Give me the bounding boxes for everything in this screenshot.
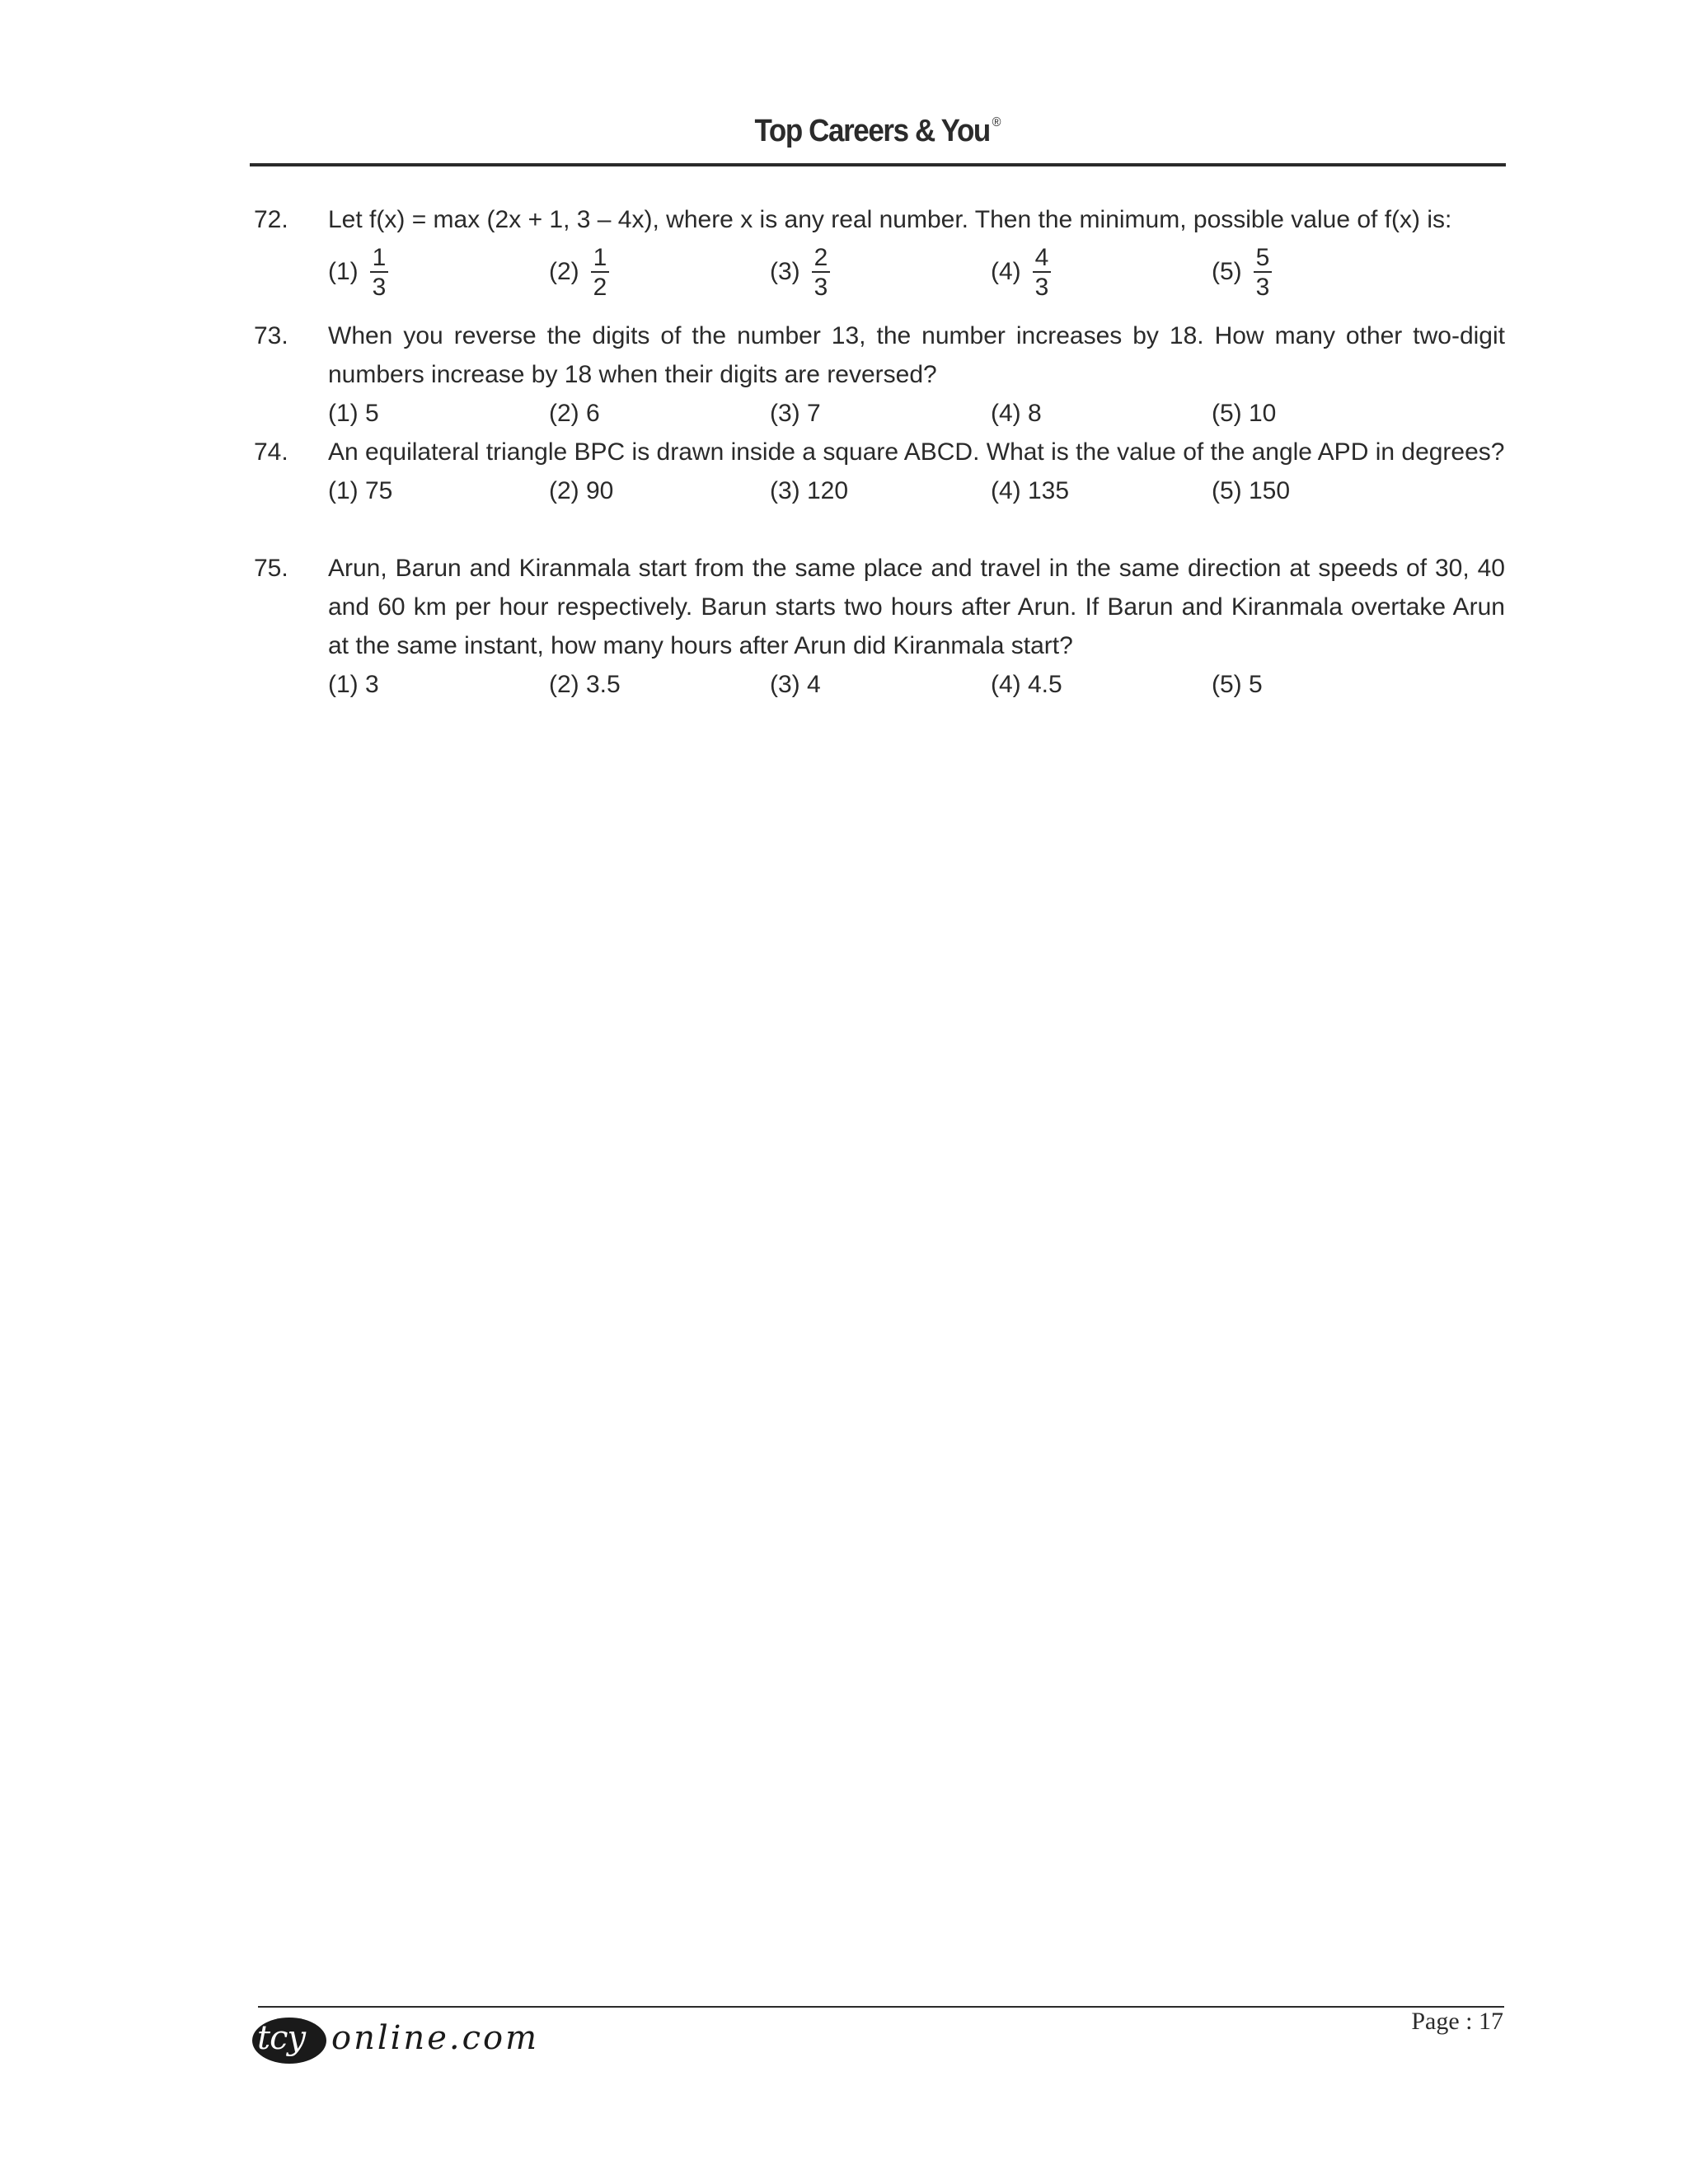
option-3 [770, 239, 830, 305]
option-label: (4) [991, 258, 1021, 285]
option-2: (2) 6 [549, 400, 600, 427]
logo-suffix: online.com [331, 2019, 539, 2057]
option-2: (2) 90 [549, 477, 614, 504]
options-row [328, 239, 1505, 305]
option-4: (4) 4.5 [991, 671, 1062, 698]
registered-mark: ® [992, 115, 1001, 129]
options-row [328, 471, 1505, 510]
question-73 [254, 316, 1505, 433]
option-1: (1) 5 [328, 400, 379, 427]
option-3: (3) 7 [770, 400, 821, 427]
tcyonline-logo [252, 2011, 539, 2070]
option-4 [991, 239, 1051, 305]
fraction-denominator: 2 [593, 274, 607, 301]
page-number: Page : 17 [1411, 2008, 1503, 2035]
option-2 [549, 239, 609, 305]
question-text: Let f(x) = max (2x + 1, 3 – 4x), where x is any real number. Then the minimum, possible value of f(x) is: [328, 206, 1452, 233]
fraction [591, 245, 610, 301]
option-2: (2) 3.5 [549, 671, 621, 698]
fraction-denominator: 3 [814, 274, 828, 301]
option-label: (5) [1212, 258, 1242, 285]
option-5: (5) 150 [1212, 477, 1291, 504]
footer-divider [258, 2006, 1504, 2008]
option-label: (2) [549, 258, 579, 285]
option-5: (5) 10 [1212, 400, 1277, 427]
option-3: (3) 4 [770, 671, 821, 698]
fraction-numerator: 4 [1033, 245, 1052, 273]
fraction-denominator: 3 [372, 274, 387, 301]
page-header [250, 107, 1506, 166]
option-label: (3) [770, 258, 800, 285]
header-title-text: Top Careers & You [754, 114, 990, 148]
question-text: Arun, Barun and Kiranmala start from the same place and travel in the same direction at speeds of 30, 40 and 60 km per hour respectively. Barun starts two hours after Arun. If Barun and Kiranmala overtake Arun at the same instant, how many hours after Arun did Kiranmala start? [328, 555, 1505, 659]
question-75 [254, 549, 1505, 704]
options-row [328, 665, 1505, 704]
question-74 [254, 433, 1505, 510]
option-5: (5) 5 [1212, 671, 1263, 698]
option-4: (4) 8 [991, 400, 1042, 427]
header-divider [250, 163, 1506, 166]
fraction-numerator: 2 [812, 245, 831, 273]
question-number: 72. [254, 206, 288, 233]
option-3: (3) 120 [770, 477, 849, 504]
question-72 [254, 200, 1505, 305]
question-number: 73. [254, 322, 288, 349]
option-label: (1) [328, 258, 359, 285]
option-5 [1212, 239, 1272, 305]
option-4: (4) 135 [991, 477, 1070, 504]
logo-prefix: tcy [257, 2019, 306, 2057]
fraction-denominator: 3 [1034, 274, 1049, 301]
question-text: An equilateral triangle BPC is drawn inside a square ABCD. What is the value of the angle APD in degrees? [328, 438, 1505, 466]
question-text: When you reverse the digits of the number 13, the number increases by 18. How many other two-digit numbers increase by 18 when their digits are reversed? [328, 322, 1505, 388]
fraction-denominator: 3 [1255, 274, 1270, 301]
option-1: (1) 3 [328, 671, 379, 698]
fraction-numerator: 5 [1254, 245, 1273, 273]
fraction [370, 245, 389, 301]
fraction [1033, 245, 1052, 301]
question-number: 74. [254, 438, 288, 466]
question-number: 75. [254, 555, 288, 582]
fraction-numerator: 1 [370, 245, 389, 273]
header-title [300, 114, 1456, 149]
option-1: (1) 75 [328, 477, 393, 504]
fraction [1254, 245, 1273, 301]
fraction-numerator: 1 [591, 245, 610, 273]
options-row [328, 394, 1505, 433]
option-1 [328, 239, 388, 305]
fraction [812, 245, 831, 301]
